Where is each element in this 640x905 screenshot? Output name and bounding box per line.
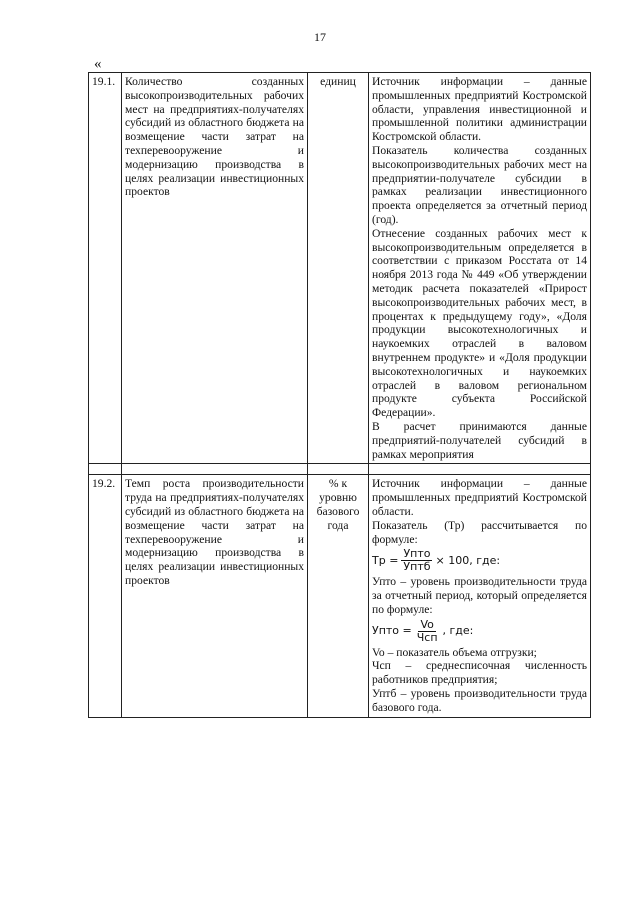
- table-row: [89, 73, 591, 464]
- formula-fraction: [401, 548, 432, 573]
- description-paragraph: Показатель (Тр) рассчитывается по формуле:: [372, 518, 587, 546]
- page-number: 17: [314, 30, 326, 44]
- row-number: 19.2.: [89, 475, 122, 717]
- description-paragraph: Упто – уровень производительности труда за отчетный период, который определяется по формуле:: [372, 575, 587, 616]
- formula-fraction: [415, 619, 440, 644]
- fraction-denominator: Чсп: [416, 630, 438, 644]
- description-paragraph: Отнесение созданных рабочих мест к высокопроизводительным определяется в соответствии с приказом Росстата от 14 ноября 2013 года № 449 «Об утверждении методик расчета показателей «Прирост высокопроизводительных рабочих мест, в процентах к предыдущему году», «Доля продукции высокотехнологичных и наукоемких отраслей в валовом внутреннем продукте» и «Доля продукции высокотехнологичных и наукоемких отраслей в валовом региональном продукте субъекта Российской Федерации».: [372, 226, 587, 420]
- row-number: 19.1.: [89, 73, 122, 464]
- description-paragraph: Источник информации – данные промышленных предприятий Костромской области.: [372, 477, 587, 518]
- indicator-description: [369, 73, 591, 464]
- description-paragraph: Показатель количества созданных высокопроизводительных рабочих мест на предприятии-получателе субсидии в рамках реализации инвестиционного проекта определяется за отчетный период (год).: [372, 143, 587, 226]
- description-paragraph: Чсп – среднесписочная численность работников предприятия;: [372, 659, 587, 687]
- description-paragraph: Уптб – уровень производительности труда базового года.: [372, 687, 587, 714]
- formula-lhs: Тр =: [372, 553, 399, 567]
- opening-quote-mark: «: [94, 56, 102, 72]
- formula-tail: × 100, где:: [435, 553, 501, 567]
- indicator-description: [369, 475, 591, 717]
- formula-tail: , где:: [442, 624, 474, 638]
- description-paragraph: В расчет принимаются данные предприятий-получателей субсидий в рамках мероприятия: [372, 419, 587, 461]
- description-paragraph: Vo – показатель объема отгрузки;: [372, 645, 537, 659]
- table-spacer-row: [89, 464, 591, 475]
- indicator-name: Темп роста производительности труда на предприятиях-получателях субсидий из областного бюджета на возмещение части затрат на техперевооружение и модернизацию производства в целях реализации инвестиционных проектов: [122, 475, 308, 717]
- unit-of-measure: % к уровню базового года: [308, 475, 369, 717]
- fraction-denominator: Уптб: [403, 560, 431, 574]
- table-row: [89, 475, 591, 717]
- unit-of-measure: единиц: [308, 73, 369, 464]
- formula-growth-rate: [372, 548, 587, 573]
- fraction-numerator: Упто: [403, 547, 431, 561]
- indicator-name: Количество созданных высокопроизводительных рабочих мест на предприятиях-получателях субсидий из областного бюджета на возмещение части затрат на техперевооружение и модернизацию производства в целях реализации инвестиционных проектов: [122, 73, 308, 464]
- formula-productivity: [372, 619, 587, 644]
- description-paragraph: Источник информации – данные промышленных предприятий Костромской области, управления инвестиционной и промышленной политики администрации Костромской области.: [372, 75, 587, 144]
- indicators-table: [88, 72, 591, 718]
- fraction-numerator: Vo: [420, 617, 434, 631]
- formula-lhs: Упто =: [372, 624, 412, 638]
